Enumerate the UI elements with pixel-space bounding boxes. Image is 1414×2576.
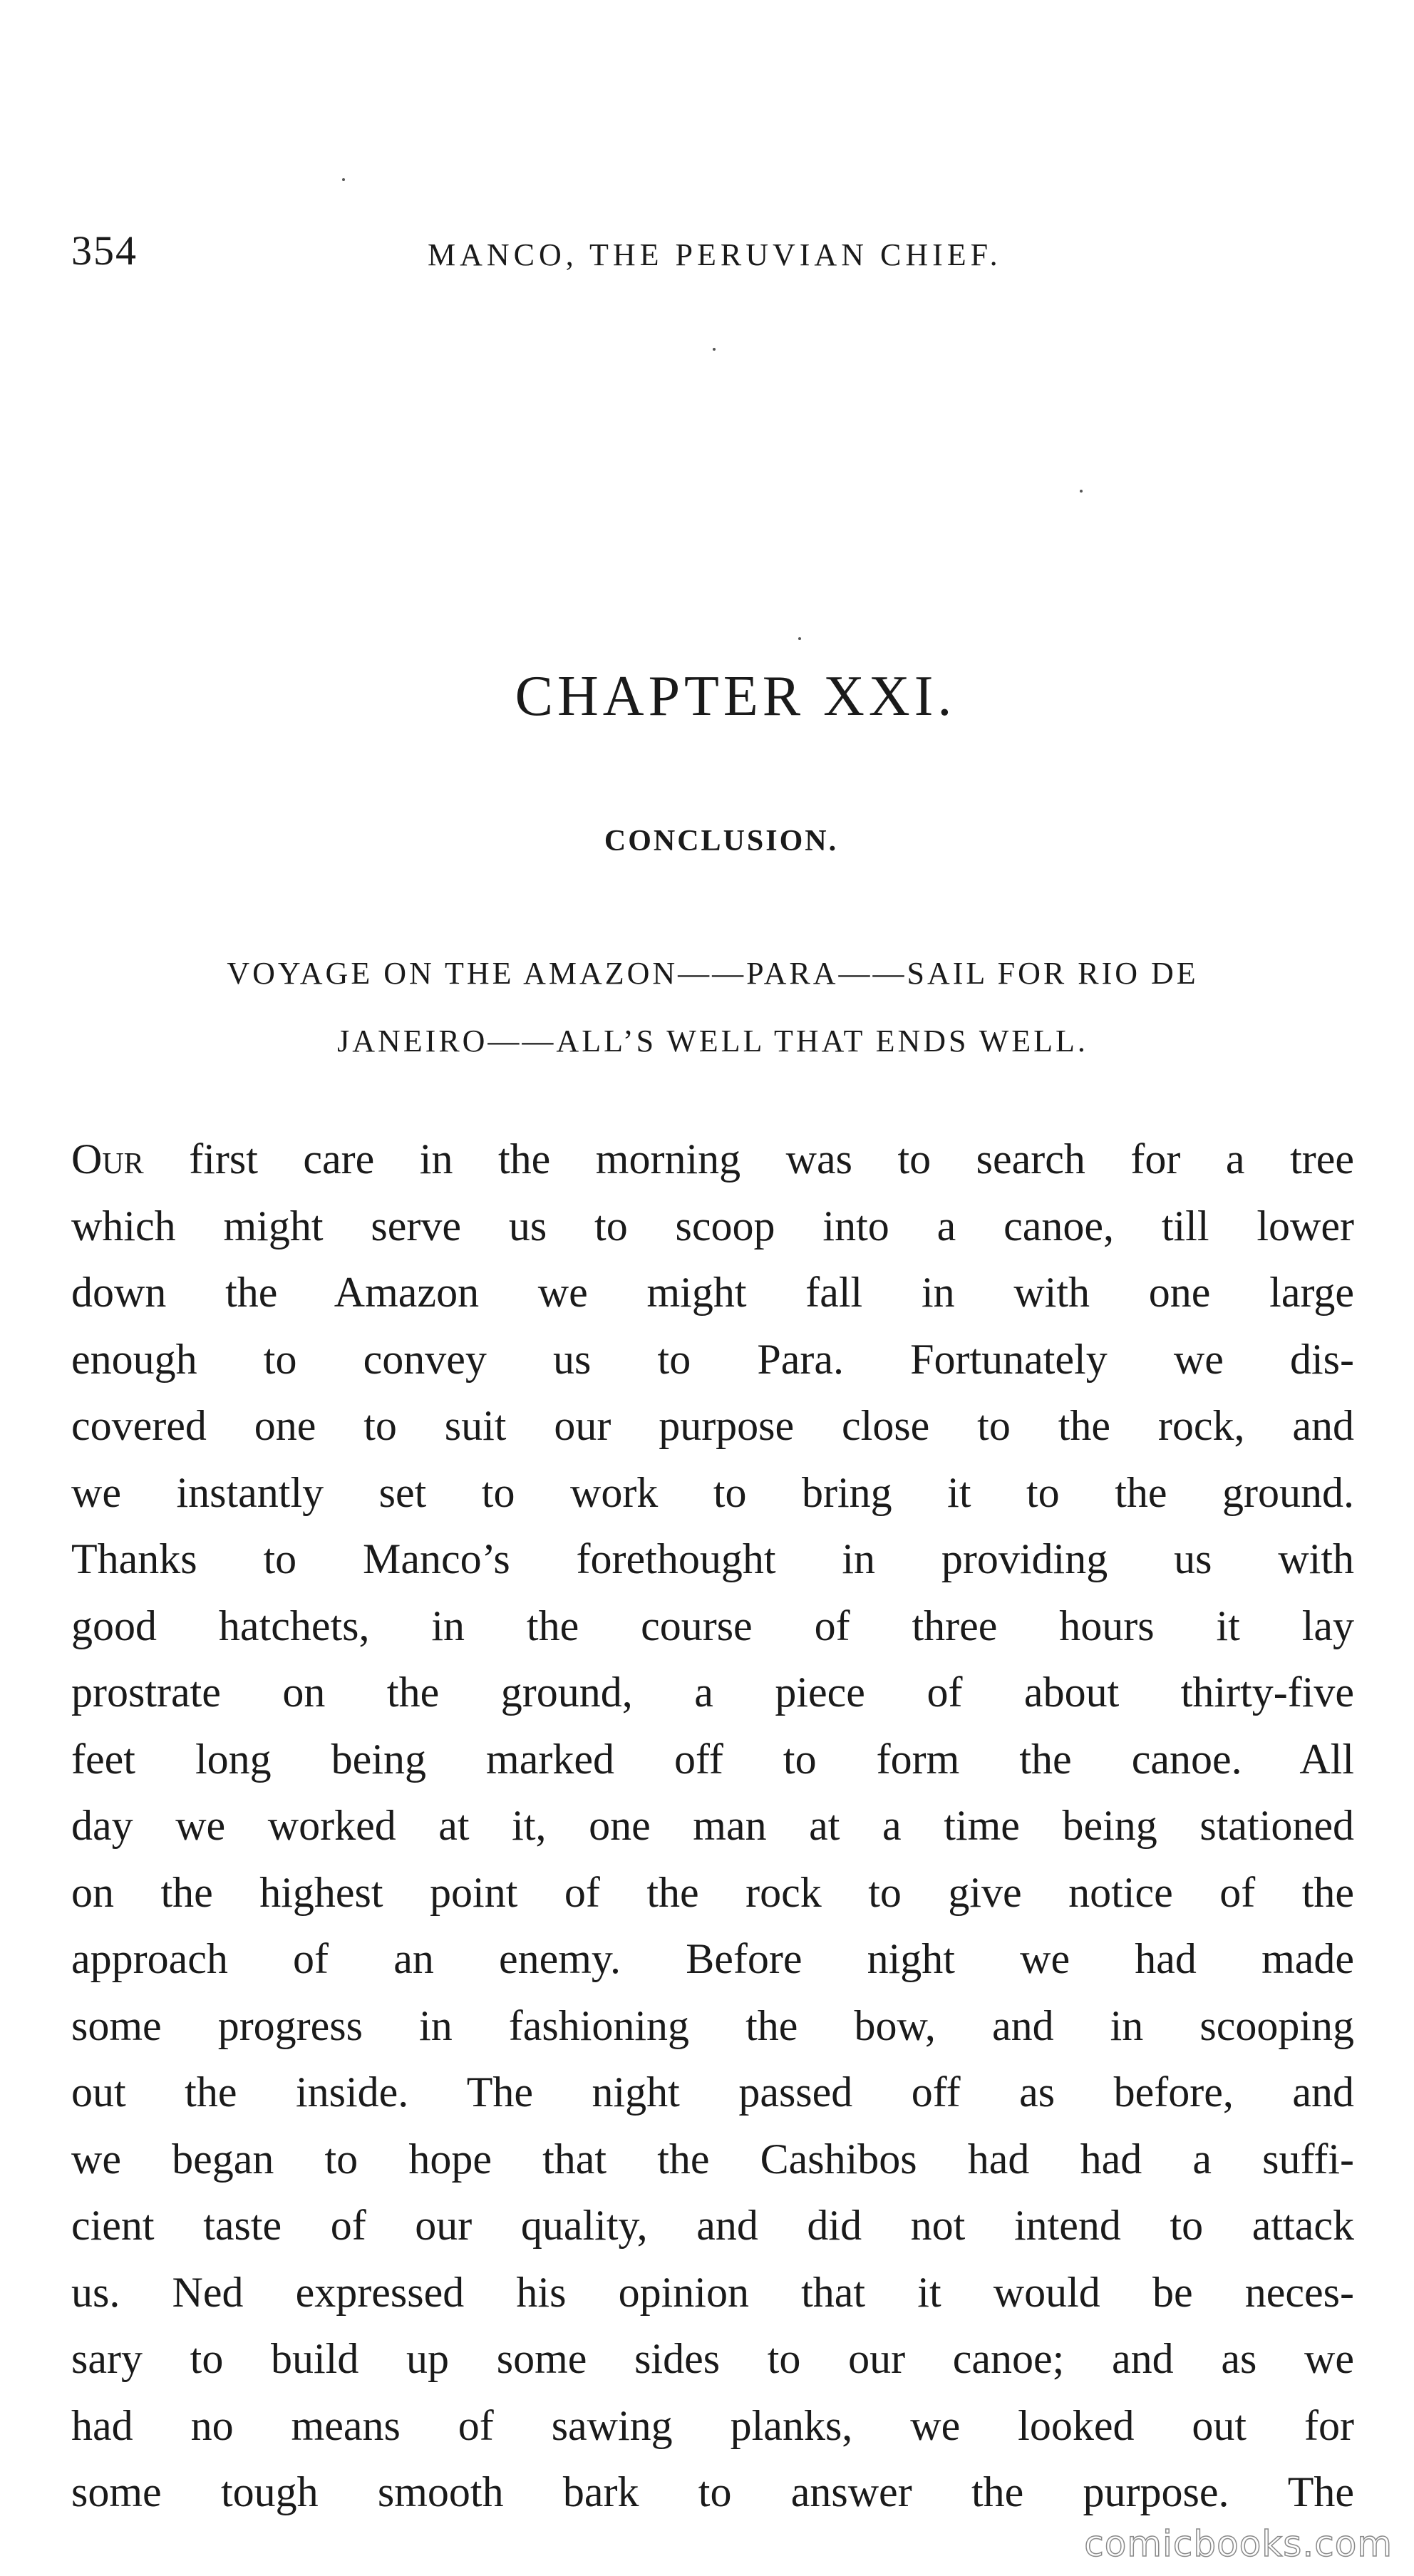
- paper-speck: [713, 348, 716, 351]
- paper-speck: [798, 637, 801, 640]
- body-line: some progress in fashioning the bow, and in scooping: [71, 2001, 1354, 2049]
- body-line: on the highest point of the rock to give notice of the: [71, 1868, 1354, 1916]
- body-line-first: [71, 1126, 1354, 1193]
- body-line: we instantly set to work to bring it to the ground.: [71, 1468, 1354, 1516]
- body-line: good hatchets, in the course of three hours it lay: [71, 1602, 1354, 1649]
- body-line: we began to hope that the Cashibos had had a suffi-: [71, 2135, 1354, 2183]
- body-line: feet long being marked off to form the canoe. All: [71, 1735, 1354, 1783]
- body-line: some tough smooth bark to answer the purpose. The: [71, 2468, 1354, 2515]
- running-title: MANCO, THE PERUVIAN CHIEF.: [428, 237, 1002, 272]
- chapter-synopsis: [107, 939, 1318, 1075]
- body-line: covered one to suit our purpose close to the rock, and: [71, 1402, 1354, 1449]
- body-line: Thanks to Manco’s forethought in providing us with: [71, 1535, 1354, 1582]
- body-line: out the inside. The night passed off as before, and: [71, 2068, 1354, 2116]
- body-line: approach of an enemy. Before night we had made: [71, 1935, 1354, 1982]
- synopsis-line: JANEIRO——ALL’S WELL THAT ENDS WELL.: [337, 1024, 1088, 1058]
- body-text: [71, 1126, 1354, 2526]
- first-line-rest: first care in the morning was to search for a tree: [143, 1135, 1354, 1183]
- first-word: Our: [71, 1135, 144, 1183]
- running-head: [71, 227, 1354, 284]
- body-line: us. Ned expressed his opinion that it would be neces-: [71, 2268, 1354, 2316]
- body-line: prostrate on the ground, a piece of about thirty-five: [71, 1669, 1354, 1716]
- body-line: cient taste of our quality, and did not intend to attack: [71, 2202, 1354, 2249]
- body-line: down the Amazon we might fall in with one large: [71, 1269, 1354, 1316]
- chapter-subtitle: CONCLUSION.: [604, 825, 839, 857]
- body-line: which might serve us to scoop into a canoe, till lower: [71, 1202, 1354, 1250]
- synopsis-line: VOYAGE ON THE AMAZON——PARA——SAIL FOR RIO DE: [227, 956, 1199, 991]
- watermark-logo: comicbooks.com: [1084, 2523, 1393, 2565]
- paper-speck: [1080, 490, 1083, 493]
- chapter-title: CHAPTER XXI.: [515, 665, 956, 728]
- page-number: 354: [71, 227, 138, 274]
- body-line: day we worked at it, one man at a time being stationed: [71, 1802, 1354, 1849]
- body-line: enough to convey us to Para. Fortunately we dis-: [71, 1335, 1354, 1383]
- body-line: sary to build up some sides to our canoe; and as we: [71, 2335, 1354, 2382]
- body-line: had no means of sawing planks, we looked out for: [71, 2401, 1354, 2449]
- paper-speck: [342, 178, 345, 181]
